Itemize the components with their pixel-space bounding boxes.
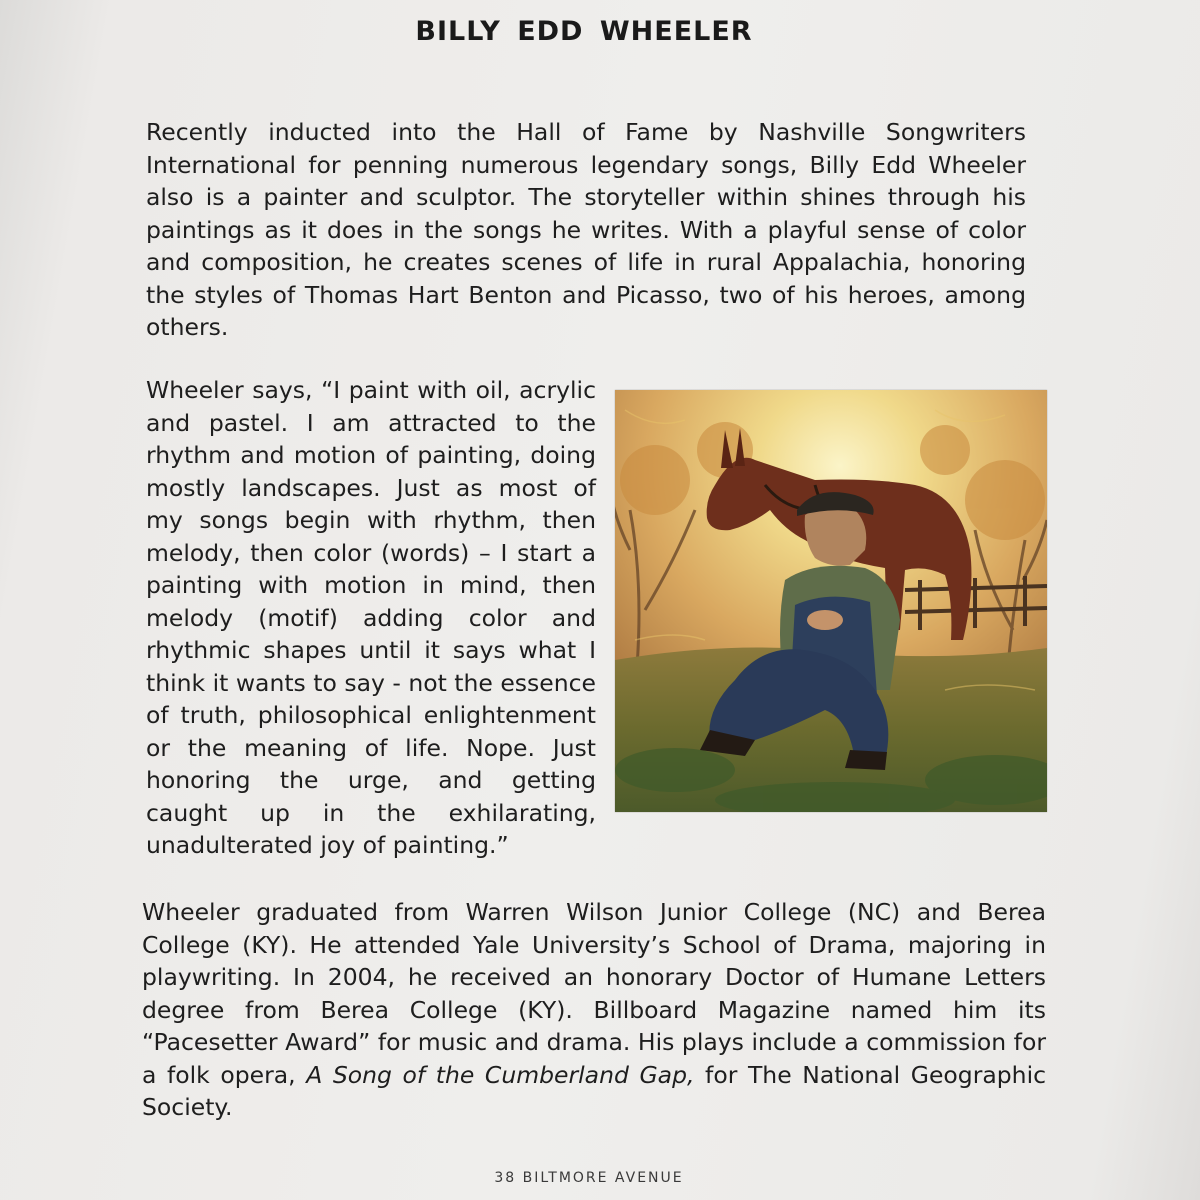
- page-title: BILLY EDD WHEELER: [415, 16, 753, 47]
- biography-text-start: Wheeler graduated from Warren Wilson Junior College (NC) and Berea College (KY). He attended Yale University’s School of Drama, majoring in playwriting. In 2004, he received an honorary Doctor of Humane Letters degree from Berea College (KY). Billboard Magazine named him its “Pacesetter Award” for music and drama. His plays include a commission for a folk opera,: [142, 898, 1046, 1089]
- biography-text-end: for The National Geographic Society.: [142, 1060, 1047, 1121]
- page-footer: 38 BILTMORE AVENUE: [494, 1170, 684, 1186]
- biography-paragraph: [142, 896, 1046, 1124]
- intro-paragraph: Recently inducted into the Hall of Fame by Nashville Songwriters International for penning numerous legendary songs, Billy Edd Wheeler also is a painter and sculptor. The storyteller within shines through his paintings as it does in the songs he writes. With a playful sense of color and composition, he creates scenes of life in rural Appalachia, honoring the styles of Thomas Hart Benton and Picasso, two of his heroes, among others.: [146, 118, 1026, 341]
- quote-paragraph: Wheeler says, “I paint with oil, acrylic and pastel. I am attracted to the rhythm and motion of painting, doing mostly landscapes. Just as most of my songs begin with rhythm, then melody, then color (words) – I start a painting with motion in mind, then melody (motif) adding color and rhythmic shapes until it says what I think it wants to say - not the essence of truth, philosophical enlightenment or the meaning of life. Nope. Just honoring the urge, and getting caught up in the exhilarating, unadulterated joy of painting.”: [146, 376, 596, 859]
- opera-title: A Song of the Cumberland Gap,: [306, 1060, 695, 1089]
- painting-man-with-mule: [615, 390, 1047, 812]
